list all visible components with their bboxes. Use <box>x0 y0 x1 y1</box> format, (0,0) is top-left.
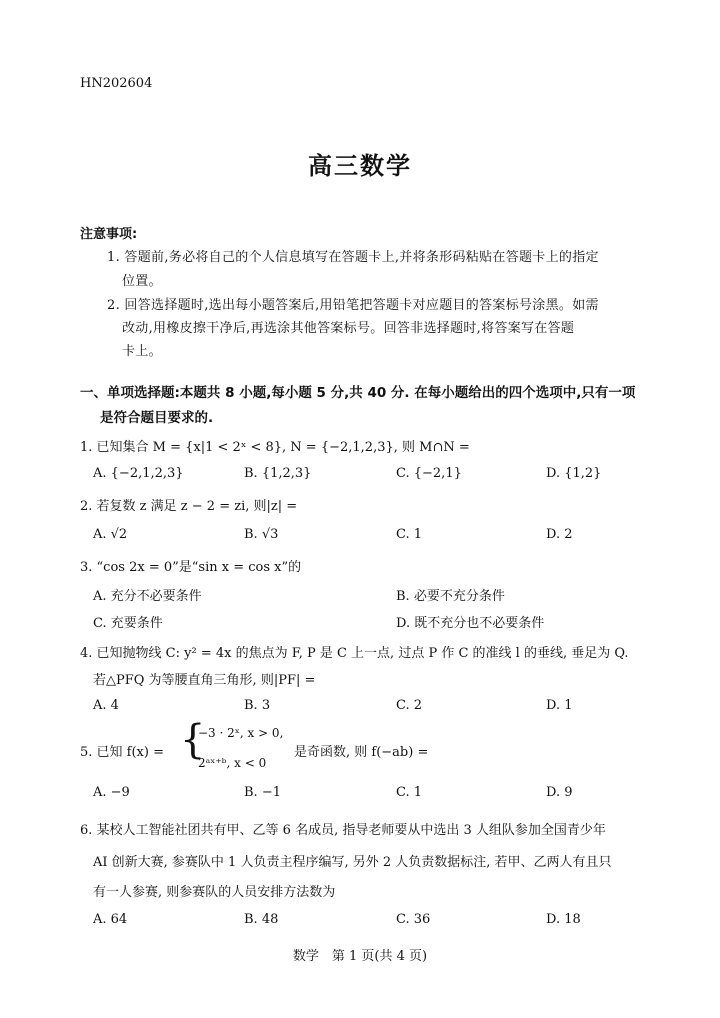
piece-2: 2ᵃˣ⁺ᵇ, x < 0 <box>198 756 267 770</box>
option-c: C. {−2,1} <box>396 466 462 481</box>
option-b: B. {1,2,3} <box>244 466 312 481</box>
option-b: B. √3 <box>244 527 279 542</box>
page-footer: 数学 第 1 页(共 4 页) <box>292 949 428 964</box>
option-a: A. −9 <box>93 785 130 800</box>
option-b: B. 48 <box>244 912 279 927</box>
option-b: B. −1 <box>244 785 281 800</box>
option-b: B. 必要不充分条件 <box>396 589 505 604</box>
option-d: D. 18 <box>546 912 581 927</box>
question-stem: 2. 若复数 z 满足 z − 2 = zi, 则|z| = <box>80 499 298 514</box>
piece-1: −3 · 2ˣ, x > 0, <box>198 726 284 740</box>
option-a: A. 64 <box>93 912 128 927</box>
note-line: 1. 答题前,务必将自己的个人信息填写在答题卡上,并将条形码粘贴在答题卡上的指定 <box>107 250 599 265</box>
option-b: B. 3 <box>244 698 271 713</box>
option-d: D. 9 <box>546 785 573 800</box>
question-stem: 3. “cos 2x = 0”是“sin x = cos x”的 <box>80 560 302 575</box>
option-a: A. √2 <box>93 527 128 542</box>
option-d: D. 2 <box>546 527 573 542</box>
page-title: 高三数学 <box>308 152 412 180</box>
notes-heading: 注意事项: <box>80 227 138 242</box>
question-stem: 5. 已知 f(x) = <box>80 745 164 760</box>
option-c: C. 充要条件 <box>93 616 163 631</box>
question-stem-cont: AI 创新大赛, 参赛队中 1 人负责主程序编写, 另外 2 人负责数据标注, 若甲、乙两人有且只 <box>93 855 612 870</box>
note-line: 改动,用橡皮擦干净后,再选涂其他答案标号。回答非选择题时,将答案写在答题 <box>122 321 575 336</box>
note-line: 卡上。 <box>122 344 162 359</box>
question-stem: 6. 某校人工智能社团共有甲、乙等 6 名成员, 指导老师要从中选出 3 人组队参加全国青少年 <box>80 823 606 838</box>
option-c: C. 36 <box>396 912 431 927</box>
question-stem-cont: 是奇函数, 则 f(−ab) = <box>294 745 429 760</box>
option-a: A. {−2,1,2,3} <box>93 466 184 481</box>
option-c: C. 1 <box>396 527 423 542</box>
question-stem-cont: 有一人参赛, 则参赛队的人员安排方法数为 <box>93 885 336 900</box>
option-c: C. 1 <box>396 785 423 800</box>
option-c: C. 2 <box>396 698 423 713</box>
question-stem: 1. 已知集合 M = {x|1 < 2ˣ < 8}, N = {−2,1,2,3}, 则 M∩N = <box>80 440 470 455</box>
option-a: A. 充分不必要条件 <box>93 589 202 604</box>
piecewise-brace: { <box>180 717 206 763</box>
option-d: D. 既不充分也不必要条件 <box>396 616 545 631</box>
option-d: D. 1 <box>546 698 573 713</box>
note-line: 位置。 <box>122 274 162 289</box>
section-heading: 一、单项选择题:本题共 8 小题,每小题 5 分,共 40 分. 在每小题给出的四个选项中,只有一项 <box>80 385 636 401</box>
exam-code: HN202604 <box>80 76 153 91</box>
note-line: 2. 回答选择题时,选出每小题答案后,用铅笔把答题卡对应题目的答案标号涂黑。如需 <box>107 298 599 313</box>
question-stem: 4. 已知抛物线 C: y² = 4x 的焦点为 F, P 是 C 上一点, 过点 P 作 C 的准线 l 的垂线, 垂足为 Q. <box>80 646 629 661</box>
option-d: D. {1,2} <box>546 466 602 481</box>
section-heading-cont: 是符合题目要求的. <box>100 410 214 426</box>
question-stem-cont: 若△PFQ 为等腰直角三角形, 则|PF| = <box>93 673 316 688</box>
option-a: A. 4 <box>93 698 119 713</box>
